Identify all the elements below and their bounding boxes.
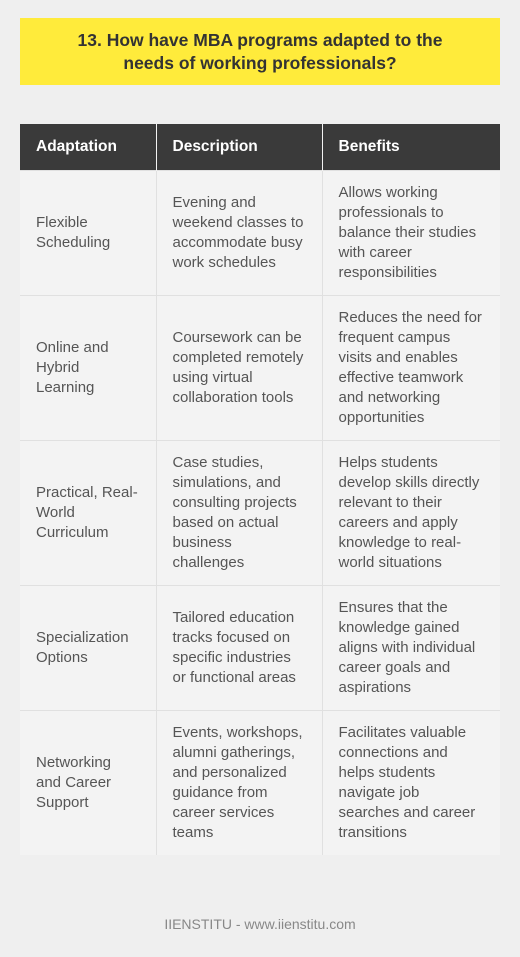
benefits-cell: Helps students develop skills directly relevant to their careers and apply knowledge to real-world situations <box>322 441 500 586</box>
benefits-cell: Reduces the need for frequent campus visits and enables effective teamwork and networking opportunities <box>322 296 500 441</box>
adaptation-cell: Networking and Career Support <box>20 711 156 856</box>
description-cell: Events, workshops, alumni gatherings, and personalized guidance from career services teams <box>156 711 322 856</box>
table-header-row <box>20 124 500 171</box>
footer-credit: IIENSTITU - www.iienstitu.com <box>164 916 356 932</box>
table-row <box>20 711 500 856</box>
adaptations-table <box>20 124 500 855</box>
column-header-benefits: Benefits <box>322 124 500 171</box>
adaptation-cell: Practical, Real-World Curriculum <box>20 441 156 586</box>
benefits-cell: Ensures that the knowledge gained aligns with individual career goals and aspirations <box>322 586 500 711</box>
adaptation-cell: Specialization Options <box>20 586 156 711</box>
table-row <box>20 296 500 441</box>
benefits-cell: Allows working professionals to balance their studies with career responsibilities <box>322 171 500 296</box>
description-cell: Evening and weekend classes to accommodate busy work schedules <box>156 171 322 296</box>
adaptation-cell: Online and Hybrid Learning <box>20 296 156 441</box>
benefits-cell: Facilitates valuable connections and helps students navigate job searches and career transitions <box>322 711 500 856</box>
adaptation-cell: Flexible Scheduling <box>20 171 156 296</box>
table-row <box>20 441 500 586</box>
column-header-adaptation: Adaptation <box>20 124 156 171</box>
page-title: 13. How have MBA programs adapted to the needs of working professionals? <box>20 18 500 85</box>
description-cell: Coursework can be completed remotely using virtual collaboration tools <box>156 296 322 441</box>
description-cell: Tailored education tracks focused on specific industries or functional areas <box>156 586 322 711</box>
table-row <box>20 586 500 711</box>
table-row <box>20 171 500 296</box>
description-cell: Case studies, simulations, and consulting projects based on actual business challenges <box>156 441 322 586</box>
column-header-description: Description <box>156 124 322 171</box>
